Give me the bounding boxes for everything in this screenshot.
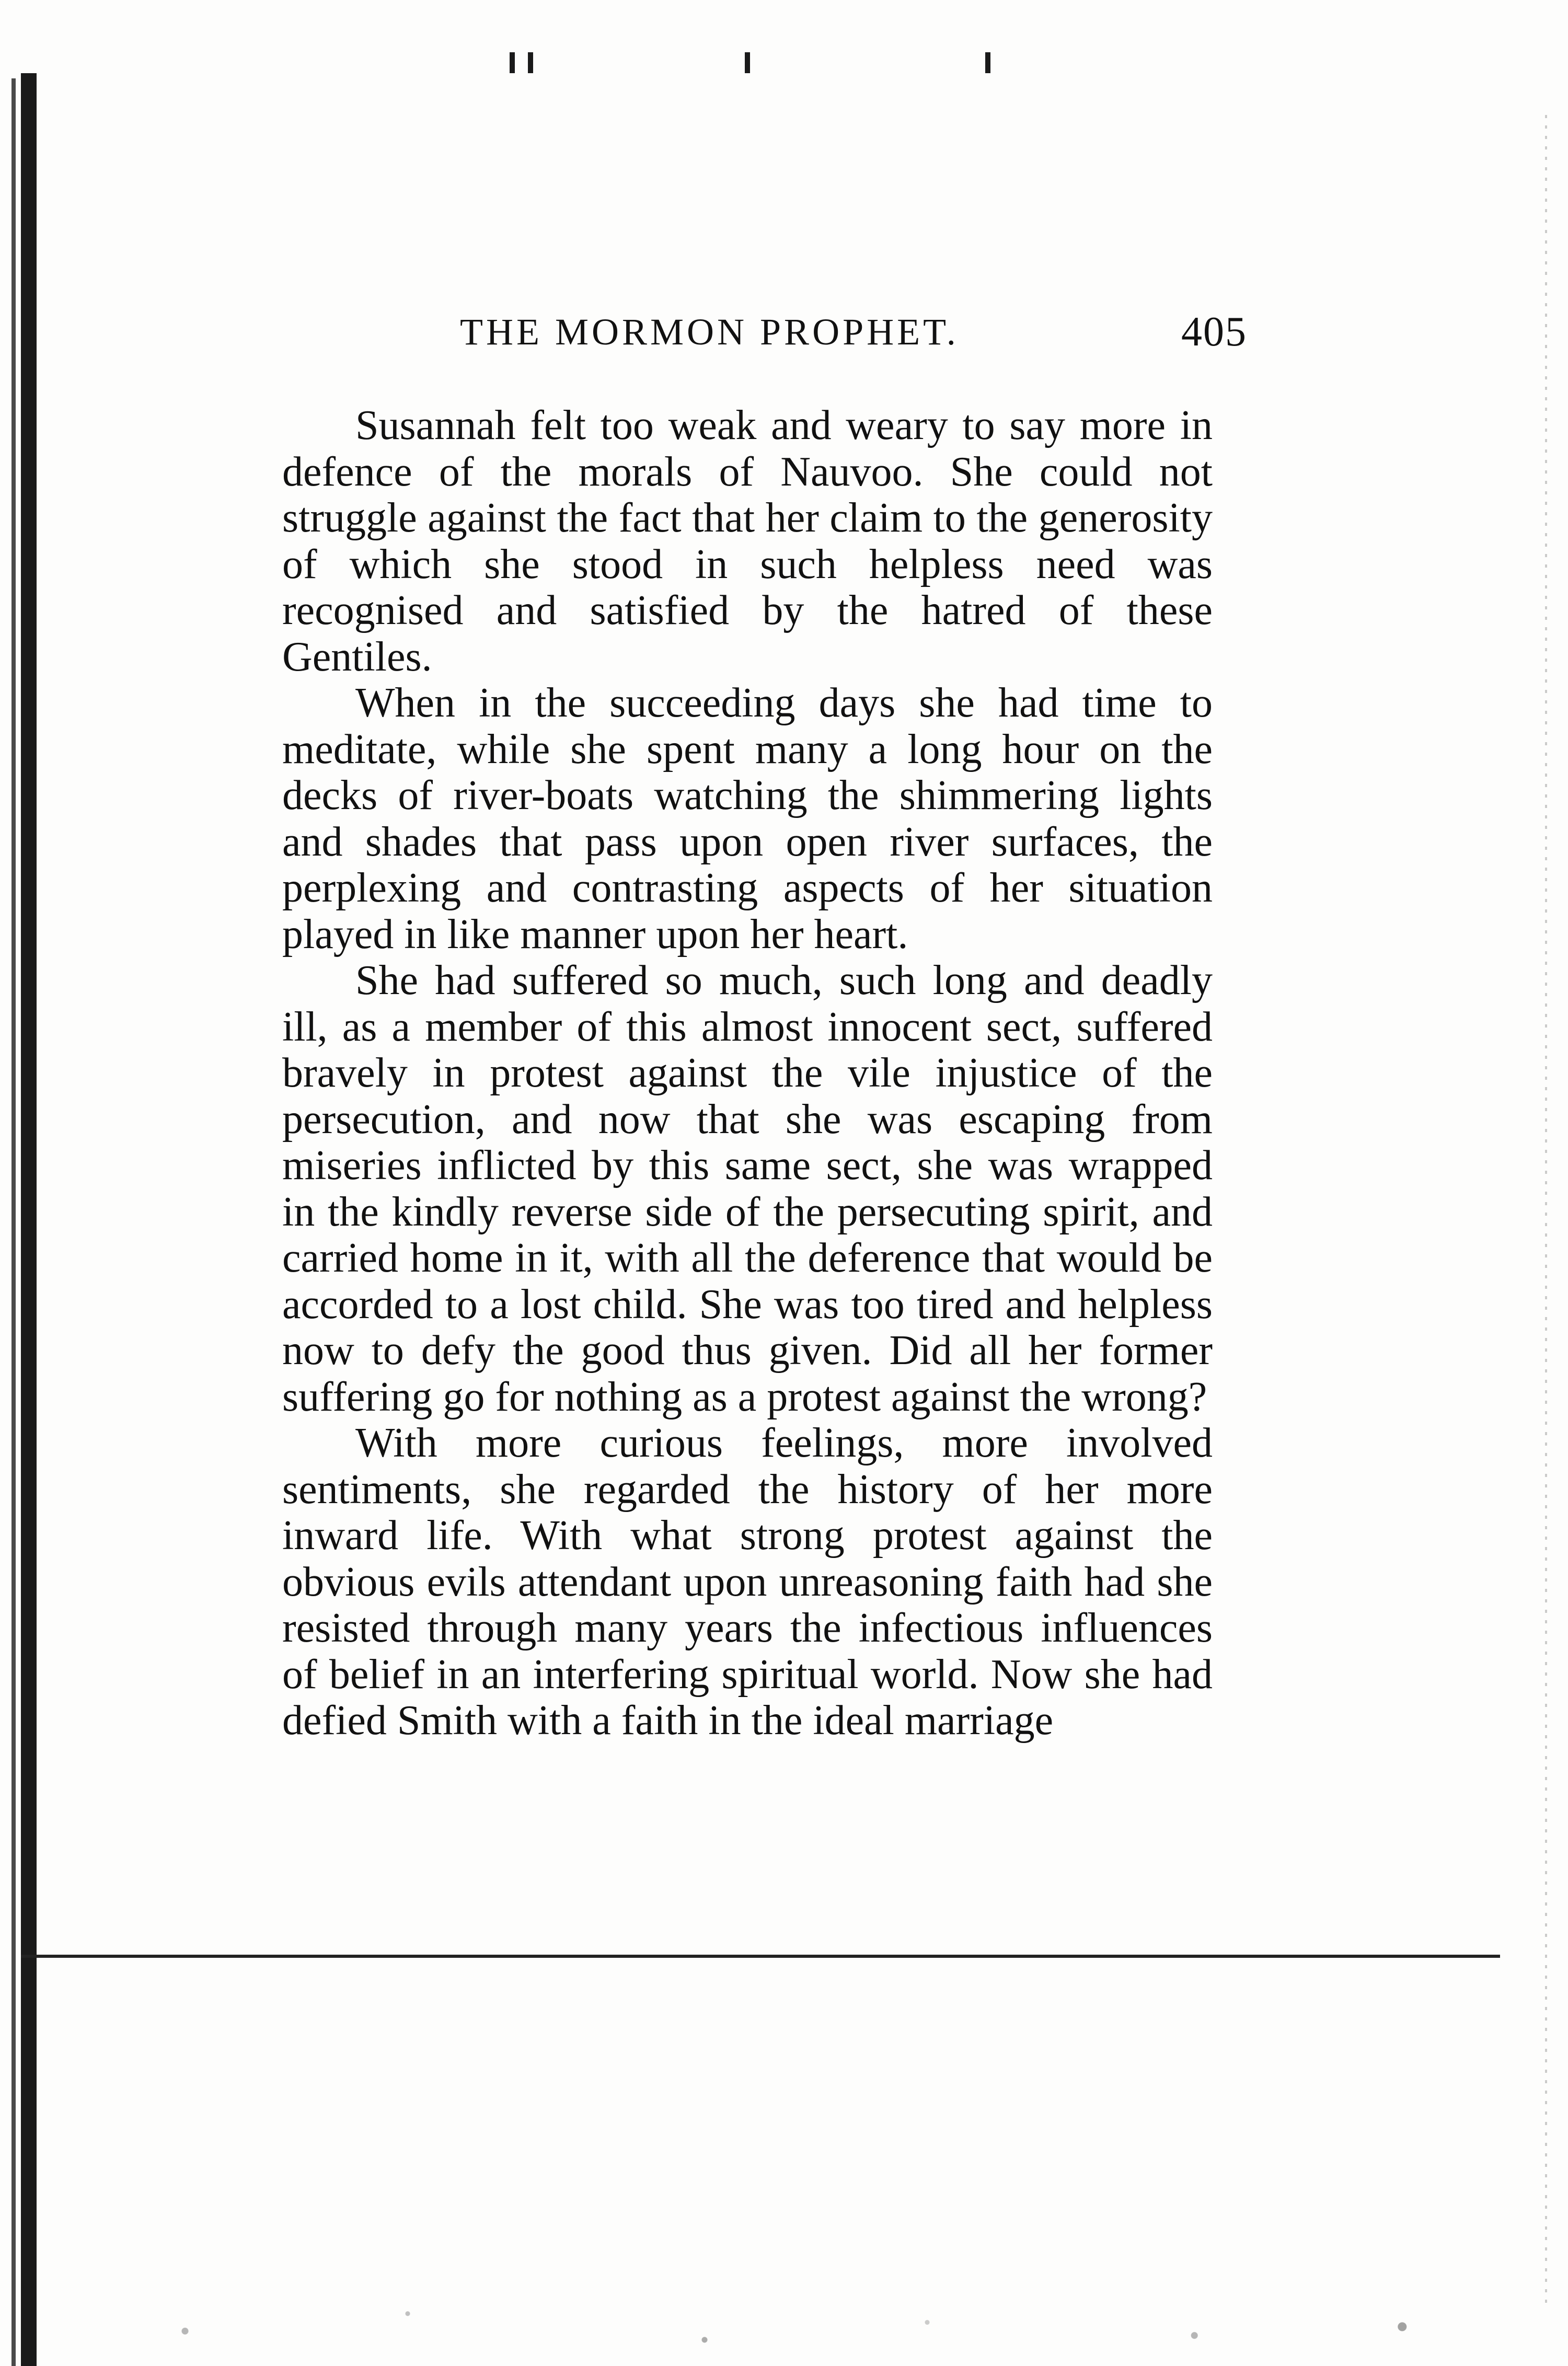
page-number: 405 [1181,309,1247,355]
scan-right-edge [1545,115,1547,2310]
scan-bottom-line [21,1955,1500,1958]
scan-mark [510,52,515,73]
page-header [460,303,1247,361]
scan-mark [528,52,533,73]
paragraph: With more curious feelings, more involved sentiments, she regarded the history of her more inward life. With what strong protest against the obvious evils attendant upon unreasoning faith had she resisted through many years the infectious influences of belief in an interfering spiritual world. Now she had defied Smith with a faith in the ideal marriage [282,1420,1213,1744]
scan-noise [37,2279,1521,2366]
scan-binding-edge [21,73,37,2366]
running-title: THE MORMON PROPHET. [460,311,959,353]
body-text [282,402,1213,1955]
scan-margin-line [11,78,16,2366]
paragraph: She had suffered so much, such long and deadly ill, as a member of this almost innocent sect, suffered bravely in protest against the vile injustice of the persecution, and now that she was escaping from miseries inflicted by this same sect, she was wrapped in the kindly reverse side of the persecuting spirit, and carried home in it, with all the deference that would be accorded to a lost child. She was too tired and helpless now to defy the good thus given. Did all her former suffering go for nothing as a protest against the wrong? [282,957,1213,1420]
scan-mark [985,52,990,73]
paragraph: Susannah felt too weak and weary to say more in defence of the morals of Nauvoo. She could not struggle against the fact that her claim to the generosity of which she stood in such helpless need was recognised and satisfied by the hatred of these Gentiles. [282,402,1213,680]
scan-top-marks [0,52,1568,73]
scan-mark [745,52,750,73]
paragraph: When in the succeeding days she had time to meditate, while she spent many a long hour on the decks of river-boats watching the shimmering lights and shades that pass upon open river surfaces, the perplexing and contrasting aspects of her situation played in like manner upon her heart. [282,680,1213,957]
